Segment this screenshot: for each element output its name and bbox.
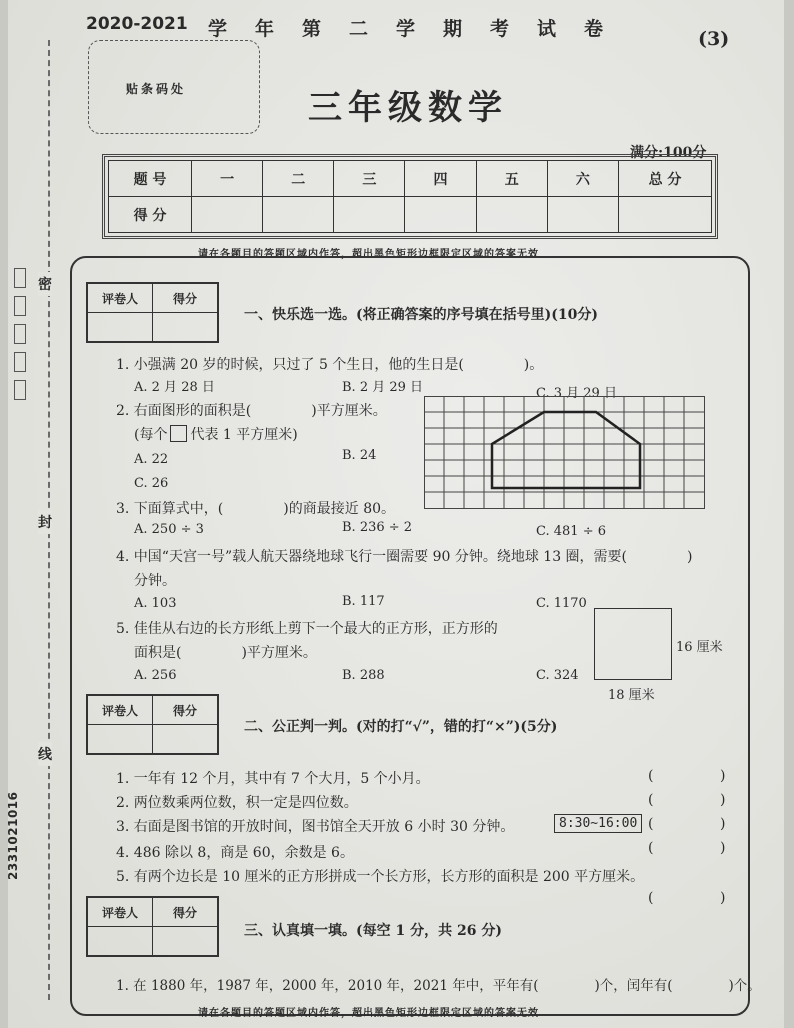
option-c: C. 481 ÷ 6 <box>536 524 606 539</box>
subject-title: 三年级数学 <box>308 88 508 128</box>
fill-question-1 <box>116 974 761 994</box>
answer-paren-open[interactable]: ( <box>648 890 654 906</box>
question-text: 1. 在 1880 年，1987 年，2000 年，2010 年，2021 年中，平年有( <box>116 978 539 994</box>
seal-char-xian: 线 <box>38 742 52 766</box>
question-text: 1. 小强满 20 岁的时候，只过了 5 个生日，他的生日是( <box>116 357 464 373</box>
question-text: )个。 <box>728 978 761 994</box>
library-hours-box: 8:30~16:00 <box>554 814 642 833</box>
score-cell[interactable] <box>334 197 405 233</box>
option-c: C. 324 <box>536 668 579 683</box>
rectangle-figure <box>594 608 672 680</box>
grader-label: 评卷人 <box>87 283 153 313</box>
grader-label: 评卷人 <box>87 897 153 927</box>
section1-title: 一、快乐选一选。(将正确答案的序号填在括号里)(10分) <box>244 307 598 323</box>
judge-item-3: 3. 右面是图书馆的开放时间，图书馆全天开放 6 小时 30 分钟。 <box>116 819 515 835</box>
option-a: A. 2 月 28 日 <box>134 380 215 395</box>
option-b: B. 288 <box>342 668 385 683</box>
binding-box <box>14 296 26 316</box>
score-table-header: 总 分 <box>619 161 712 197</box>
binding-box <box>14 268 26 288</box>
answer-paren-close: ) <box>720 768 726 784</box>
grader-box-2 <box>86 694 219 755</box>
question-text: ) <box>687 549 693 565</box>
barcode-label: 贴条码处 <box>126 82 187 96</box>
section3-title: 三、认真填一填。(每空 1 分，共 26 分) <box>244 923 502 939</box>
judge-item-2: 2. 两位数乘两位数，积一定是四位数。 <box>116 795 358 811</box>
answer-paren-open[interactable]: ( <box>648 816 654 832</box>
grader-box-3 <box>86 896 219 957</box>
answer-paren-open[interactable]: ( <box>648 792 654 808</box>
score-cell[interactable] <box>547 197 618 233</box>
grader-label: 得分 <box>153 897 219 927</box>
option-a: A. 250 ÷ 3 <box>134 522 204 537</box>
option-c: C. 1170 <box>536 596 587 611</box>
judge-item-4: 4. 486 除以 8，商是 60，余数是 6。 <box>116 845 354 861</box>
grader-cell[interactable] <box>87 927 153 957</box>
question-1-4 <box>116 546 692 566</box>
score-cell[interactable] <box>405 197 476 233</box>
question-1-3 <box>116 498 395 518</box>
score-table-header: 题 号 <box>109 161 192 197</box>
question-1-1 <box>116 354 543 374</box>
option-b: B. 24 <box>342 448 377 463</box>
grid-figure <box>424 396 706 510</box>
grader-cell[interactable] <box>87 725 153 755</box>
question-1-5-line2 <box>134 642 317 662</box>
question-text: )个，闰年有( <box>594 978 673 994</box>
answer-paren-open[interactable]: ( <box>648 768 654 784</box>
exam-title: 学年第二学期考试卷 <box>208 18 632 40</box>
score-table-header: 二 <box>263 161 334 197</box>
question-text: )平方厘米。 <box>311 403 387 419</box>
grader-label: 评卷人 <box>87 695 153 725</box>
grader-cell[interactable] <box>153 313 219 343</box>
question-1-2-note <box>134 424 298 444</box>
seal-char-feng: 封 <box>38 510 52 534</box>
judge-item-5: 5. 有两个边长是 10 厘米的正方形拼成一个长方形，长方形的面积是 200 平方厘米。 <box>116 869 645 885</box>
note-text: (每个 <box>134 427 168 443</box>
score-table-header: 三 <box>334 161 405 197</box>
score-cell[interactable] <box>192 197 263 233</box>
full-score: 满分:100分 <box>630 145 707 161</box>
grader-cell[interactable] <box>153 725 219 755</box>
option-a: A. 103 <box>134 596 177 611</box>
exam-number: (3) <box>698 28 730 50</box>
grader-label: 得分 <box>153 695 219 725</box>
answer-paren-close: ) <box>720 816 726 832</box>
judge-item-1: 1. 一年有 12 个月，其中有 7 个大月，5 个小月。 <box>116 771 430 787</box>
score-table <box>108 160 712 233</box>
student-code: 2331021016 <box>6 791 20 880</box>
question-text: 4. 中国“天宫一号”载人航天器绕地球飞行一圈需要 90 分钟。绕地球 13 圈，需要( <box>116 549 628 565</box>
binding-box <box>14 324 26 344</box>
section2-title: 二、公正判一判。(对的打“√”，错的打“×”)(5分) <box>244 719 558 735</box>
question-text: 2. 右面图形的面积是( <box>116 403 252 419</box>
option-b: B. 117 <box>342 594 385 609</box>
binding-box <box>14 352 26 372</box>
school-year: 2020-2021 <box>86 14 188 34</box>
grader-cell[interactable] <box>87 313 153 343</box>
score-table-header: 四 <box>405 161 476 197</box>
seal-char-mi: 密 <box>38 272 52 296</box>
answer-paren-close: ) <box>720 840 726 856</box>
question-1-5: 5. 佳佳从右边的长方形纸上剪下一个最大的正方形，正方形的 <box>116 621 498 637</box>
score-table-header: 六 <box>547 161 618 197</box>
answer-notice-bottom: 请在各题目的答题区域内作答，超出黑色矩形边框限定区域的答案无效 <box>198 1008 539 1019</box>
score-cell[interactable] <box>476 197 547 233</box>
option-c: C. 26 <box>134 476 169 491</box>
answer-paren-close: ) <box>720 792 726 808</box>
answer-paren-open[interactable]: ( <box>648 840 654 856</box>
answer-paren-close: ) <box>720 890 726 906</box>
polygon-shape <box>492 412 640 488</box>
option-a: A. 22 <box>134 452 169 467</box>
option-b: B. 236 ÷ 2 <box>342 520 413 535</box>
grader-label: 得分 <box>153 283 219 313</box>
score-cell[interactable] <box>263 197 334 233</box>
option-c: C. 3 月 29 日 <box>536 386 617 401</box>
question-1-4-line2: 分钟。 <box>134 573 176 589</box>
score-row-label: 得 分 <box>109 197 192 233</box>
binding-box <box>14 380 26 400</box>
question-text: )的商最接近 80。 <box>283 501 396 517</box>
score-cell[interactable] <box>619 197 712 233</box>
rect-height-label: 16 厘米 <box>676 640 723 655</box>
question-text: )。 <box>523 357 544 373</box>
note-text: 代表 1 平方厘米) <box>190 427 298 443</box>
unit-square-icon <box>170 425 187 442</box>
option-b: B. 2 月 29 日 <box>342 380 424 395</box>
grader-cell[interactable] <box>153 927 219 957</box>
question-text: 面积是( <box>134 645 182 661</box>
score-table-header: 五 <box>476 161 547 197</box>
grader-box-1 <box>86 282 219 343</box>
score-table-header: 一 <box>192 161 263 197</box>
exam-paper <box>8 0 784 1028</box>
rect-width-label: 18 厘米 <box>608 688 655 703</box>
question-text: 3. 下面算式中，( <box>116 501 224 517</box>
option-a: A. 256 <box>134 668 177 683</box>
question-1-2 <box>116 400 387 420</box>
answer-notice-top: 请在各题目的答题区域内作答，超出黑色矩形边框限定区域的答案无效 <box>198 249 539 260</box>
question-text: )平方厘米。 <box>241 645 317 661</box>
